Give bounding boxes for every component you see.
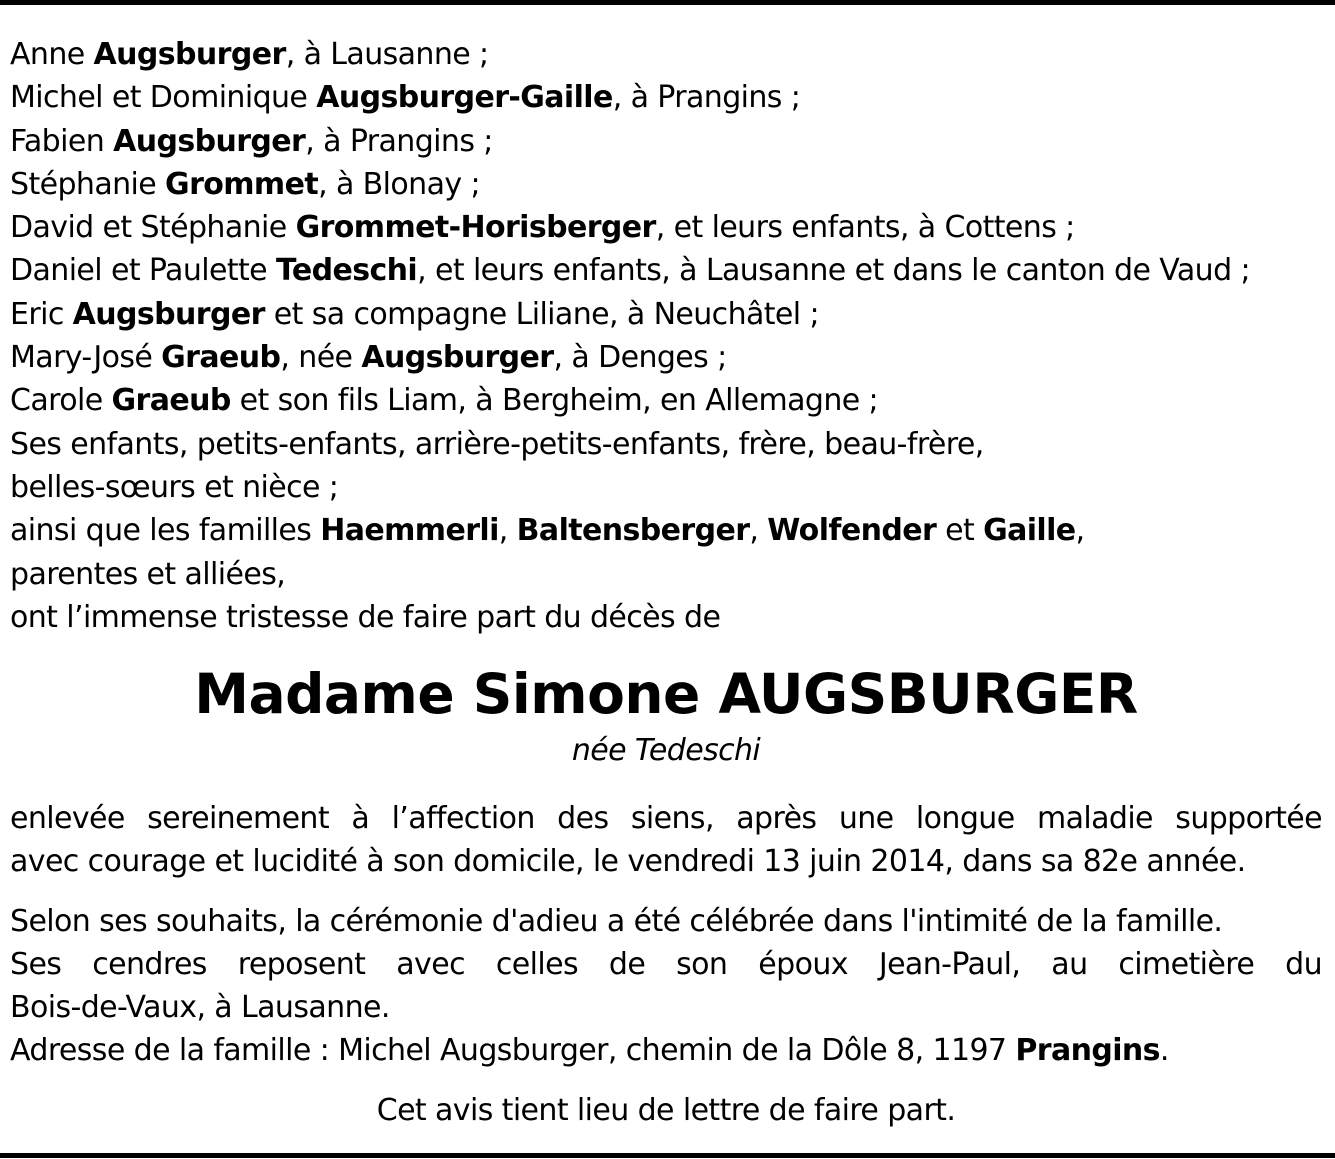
separator: et bbox=[936, 513, 984, 549]
family-surname: Graeub bbox=[161, 340, 281, 376]
family-address bbox=[10, 1029, 1322, 1072]
family-nee: , née bbox=[280, 340, 362, 376]
family-location: , à Prangins ; bbox=[305, 123, 493, 159]
family-line bbox=[10, 206, 1322, 249]
family-given-names: Eric bbox=[10, 296, 73, 332]
family-line-mary bbox=[10, 336, 1322, 379]
family-given-names: David et Stéphanie bbox=[10, 210, 296, 246]
allied-families-line bbox=[10, 509, 1322, 552]
family-given-names: Carole bbox=[10, 383, 112, 419]
family-line-carole bbox=[10, 379, 1322, 422]
allied-family-name: Haemmerli bbox=[320, 513, 499, 549]
family-given-names: Fabien bbox=[10, 123, 114, 159]
maiden-name: née Tedeschi bbox=[571, 733, 761, 769]
ceremony-paragraph bbox=[10, 900, 1322, 1072]
family-surname: Augsburger bbox=[113, 123, 306, 159]
family-line bbox=[10, 76, 1322, 119]
allied-family-name: Wolfender bbox=[767, 513, 937, 549]
bottom-rule bbox=[0, 1153, 1335, 1158]
family-line bbox=[10, 249, 1322, 292]
allied-families-intro: ainsi que les familles bbox=[10, 513, 321, 549]
obituary-notice bbox=[10, 33, 1322, 1132]
family-location: , et leurs enfants, à Cottens ; bbox=[655, 210, 1075, 246]
family-location: et son fils Liam, à Bergheim, en Allemagne ; bbox=[230, 383, 879, 419]
family-surname: Augsburger bbox=[72, 296, 265, 332]
family-surname: Tedeschi bbox=[275, 253, 418, 289]
family-location: , à Denges ; bbox=[553, 340, 727, 376]
paragraph-line: enlevée sereinement à l’affection des siens, après une longue maladie supportée bbox=[10, 801, 1322, 837]
family-surname: Augsburger-Gaille bbox=[316, 80, 613, 116]
family-list bbox=[10, 33, 1322, 639]
announcement-line: ont l’immense tristesse de faire part du décès de bbox=[10, 599, 721, 635]
family-line bbox=[10, 33, 1322, 76]
family-surname: Augsburger bbox=[93, 37, 286, 72]
paragraph-line: Selon ses souhaits, la cérémonie d'adieu a été célébrée dans l'intimité de la famille. bbox=[10, 904, 1223, 940]
family-location: , à Prangins ; bbox=[612, 80, 801, 116]
address-town: Prangins bbox=[1015, 1033, 1160, 1069]
family-given-names: Daniel et Paulette bbox=[10, 253, 276, 289]
family-location: , et leurs enfants, à Lausanne et dans le canton de Vaud ; bbox=[417, 253, 1250, 289]
allied-family-name: Gaille bbox=[983, 513, 1076, 549]
family-surname: Graeub bbox=[111, 383, 231, 419]
paragraph-line: Ses cendres reposent avec celles de son époux Jean-Paul, au cimetière du bbox=[10, 947, 1322, 983]
death-paragraph bbox=[10, 797, 1322, 883]
family-surname: Grommet-Horisberger bbox=[295, 210, 656, 246]
family-given-names: Mary-José bbox=[10, 340, 162, 376]
address-text: Adresse de la famille : Michel Augsburger, chemin de la Dôle 8, 1197 bbox=[10, 1033, 1016, 1069]
family-location: , à Lausanne ; bbox=[285, 37, 489, 72]
parentes-line: parentes et alliées, bbox=[10, 556, 286, 592]
family-line bbox=[10, 120, 1322, 163]
relatives-line-cont: belles-sœurs et nièce ; bbox=[10, 469, 339, 505]
address-end: . bbox=[1159, 1033, 1169, 1069]
relatives-line: Ses enfants, petits-enfants, arrière-petits-enfants, frère, beau-frère, bbox=[10, 426, 984, 462]
paragraph-line: Bois-de-Vaux, à Lausanne. bbox=[10, 990, 390, 1026]
family-given-names: Anne bbox=[10, 37, 94, 72]
paragraph-line: avec courage et lucidité à son domicile, le vendredi 13 juin 2014, dans sa 82e année. bbox=[10, 844, 1246, 880]
closing-note: Cet avis tient lieu de lettre de faire part. bbox=[376, 1093, 956, 1129]
family-surname: Grommet bbox=[165, 166, 319, 202]
deceased-name: Madame Simone AUGSBURGER bbox=[194, 662, 1138, 727]
family-given-names: Michel et Dominique bbox=[10, 80, 317, 116]
family-maiden-name: Augsburger bbox=[361, 340, 554, 376]
family-line bbox=[10, 293, 1322, 336]
separator: , bbox=[1075, 513, 1085, 549]
family-line bbox=[10, 163, 1322, 206]
family-given-names: Stéphanie bbox=[10, 166, 166, 202]
top-rule bbox=[0, 0, 1335, 5]
allied-family-name: Baltensberger bbox=[516, 513, 750, 549]
family-location: , à Blonay ; bbox=[318, 166, 480, 202]
separator: , bbox=[498, 513, 517, 549]
family-location: et sa compagne Liliane, à Neuchâtel ; bbox=[264, 296, 819, 332]
separator: , bbox=[749, 513, 768, 549]
